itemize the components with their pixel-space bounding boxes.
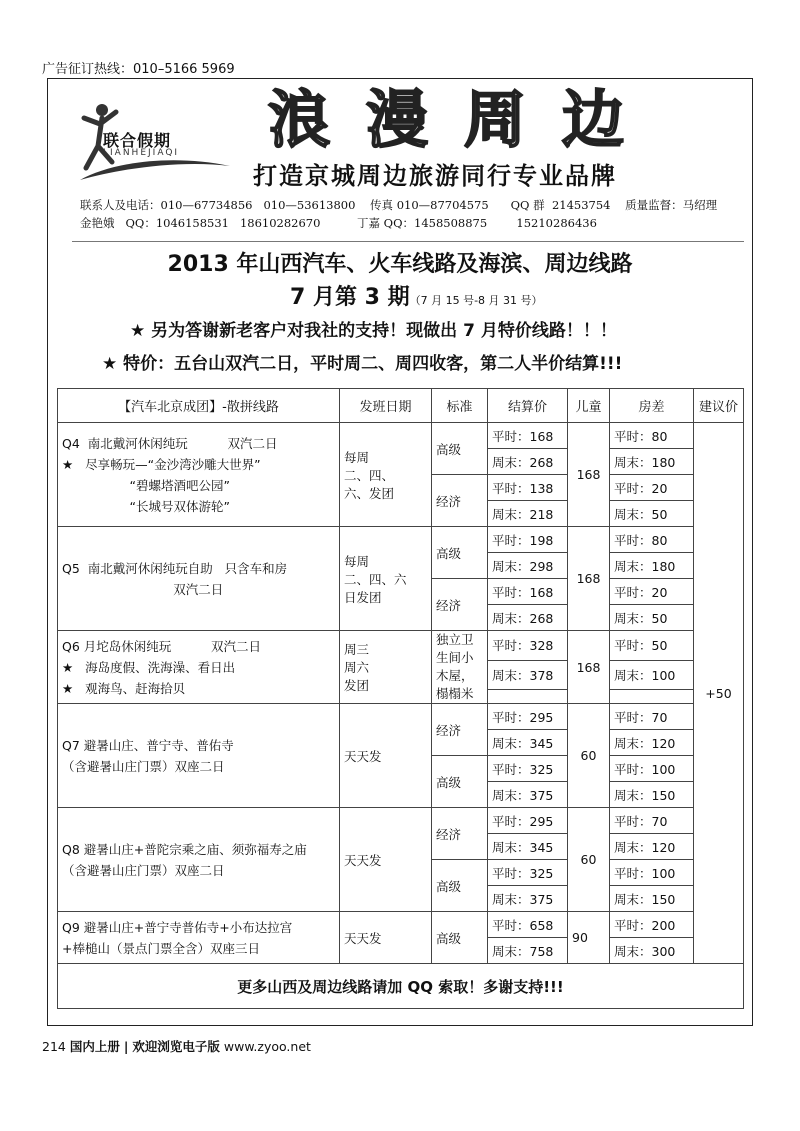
price: 平时：138 — [488, 475, 568, 501]
child-price: 168 — [568, 423, 610, 527]
footer-tagline: 欢迎浏览电子版 — [132, 1039, 220, 1054]
logo-pinyin: LIANHEJIAQI — [103, 148, 180, 158]
child-price: 90 — [568, 912, 610, 964]
price: 周末：375 — [488, 782, 568, 808]
room-diff: 平时：70 — [610, 808, 694, 834]
brand-slogan: 打造京城周边旅游同行专业品牌 — [253, 162, 617, 190]
room-diff: 平时：100 — [610, 860, 694, 886]
route-schedule: 周三 周六 发团 — [340, 631, 432, 704]
child-price: 168 — [568, 631, 610, 704]
site-link[interactable]: www.zyoo.net — [223, 1039, 311, 1054]
price: 平时：325 — [488, 756, 568, 782]
footer-separator: | — [123, 1039, 129, 1054]
issue-label — [290, 280, 543, 311]
room-diff: 周末：120 — [610, 834, 694, 860]
suggest-price: +50 — [694, 423, 744, 964]
price: 平时：168 — [488, 579, 568, 605]
room-diff: 周末：180 — [610, 553, 694, 579]
col-header-room-diff: 房差 — [610, 389, 694, 423]
child-price: 60 — [568, 808, 610, 912]
room-diff: 周末：50 — [610, 605, 694, 631]
price: 平时：295 — [488, 808, 568, 834]
divider — [72, 241, 744, 242]
table-row — [58, 912, 744, 938]
price: 周末：345 — [488, 730, 568, 756]
price: 平时：328 — [488, 631, 568, 661]
price: 平时：658 — [488, 912, 568, 938]
route-level: 高级 — [432, 527, 488, 579]
route-schedule: 天天发 — [340, 808, 432, 912]
child-price: 60 — [568, 704, 610, 808]
room-diff: 周末：100 — [610, 660, 694, 690]
route-desc: Q5 南北戴河休闲纯玩自助 只含车和房 双汽二日 — [58, 527, 340, 631]
table-row — [58, 631, 744, 661]
room-diff: 平时：100 — [610, 756, 694, 782]
room-diff: 平时：80 — [610, 527, 694, 553]
room-diff: 周末：300 — [610, 938, 694, 964]
issue-dates: （7 月 15 号-8 月 31 号） — [409, 294, 543, 307]
section-name: 国内上册 — [69, 1039, 120, 1054]
route-level: 经济 — [432, 579, 488, 631]
brand-title: 浪漫周边 — [268, 83, 661, 156]
room-diff: 平时：70 — [610, 704, 694, 730]
col-header-standard: 标准 — [432, 389, 488, 423]
room-diff: 周末：180 — [610, 449, 694, 475]
route-level: 高级 — [432, 423, 488, 475]
price: 周末：375 — [488, 886, 568, 912]
route-level: 高级 — [432, 860, 488, 912]
table-footer-note: 更多山西及周边线路请加 QQ 索取！多谢支持!!! — [58, 964, 744, 1009]
price: 周末：268 — [488, 605, 568, 631]
room-diff: 周末：50 — [610, 501, 694, 527]
route-schedule: 天天发 — [340, 704, 432, 808]
route-schedule: 每周 二、四、 六、发团 — [340, 423, 432, 527]
route-level: 高级 — [432, 912, 488, 964]
room-diff: 平时：20 — [610, 475, 694, 501]
room-diff: 周末：120 — [610, 730, 694, 756]
table-row — [58, 704, 744, 730]
room-diff: 平时：20 — [610, 579, 694, 605]
room-diff: 周末：150 — [610, 782, 694, 808]
page-number: 214 — [42, 1039, 66, 1054]
price: 周末：758 — [488, 938, 568, 964]
route-desc: Q9 避暑山庄+普宁寺普佑寺+小布达拉宫 +棒槌山（景点门票全含）双座三日 — [58, 912, 340, 964]
page-footer — [42, 1037, 311, 1055]
route-level: 高级 — [432, 756, 488, 808]
route-level: 独立卫生间小木屋，榻榻米 — [432, 631, 488, 704]
contact-line-2: 金艳娥 QQ：1046158531 18610282670 丁嘉 QQ：1458508875 15210286436 — [80, 216, 597, 230]
route-desc: Q8 避暑山庄+普陀宗乘之庙、须弥福寿之庙 （含避暑山庄门票）双座二日 — [58, 808, 340, 912]
col-header-child: 儿童 — [568, 389, 610, 423]
notice-thanks: ★ 另为答谢新老客户对我社的支持！现做出 7 月特价线路！！！ — [130, 321, 617, 341]
table-row — [58, 423, 744, 449]
route-schedule: 每周 二、四、六 日发团 — [340, 527, 432, 631]
price: 周末：298 — [488, 553, 568, 579]
routes-table — [57, 388, 744, 1009]
route-level: 经济 — [432, 475, 488, 527]
table-row — [58, 527, 744, 553]
price: 平时：168 — [488, 423, 568, 449]
col-header-schedule: 发班日期 — [340, 389, 432, 423]
route-desc: Q7 避暑山庄、普宁寺、普佑寺 （含避暑山庄门票）双座二日 — [58, 704, 340, 808]
price: 平时：325 — [488, 860, 568, 886]
route-schedule: 天天发 — [340, 912, 432, 964]
price: 周末：345 — [488, 834, 568, 860]
table-row — [58, 808, 744, 834]
col-header-route: 【汽车北京成团】-散拼线路 — [58, 389, 340, 423]
price: 周末：218 — [488, 501, 568, 527]
route-level: 经济 — [432, 808, 488, 860]
price: 周末：378 — [488, 660, 568, 690]
price: 平时：198 — [488, 527, 568, 553]
room-diff: 平时：200 — [610, 912, 694, 938]
route-desc: Q4 南北戴河休闲纯玩 双汽二日 ★ 尽享畅玩—“金沙湾沙雕大世界” “碧螺塔酒吧公园” “长城号双体游轮” — [58, 423, 340, 527]
col-header-price: 结算价 — [488, 389, 568, 423]
child-price: 168 — [568, 527, 610, 631]
room-diff: 周末：150 — [610, 886, 694, 912]
table-footer-row — [58, 964, 744, 1009]
price: 平时：295 — [488, 704, 568, 730]
route-level: 经济 — [432, 704, 488, 756]
page-title: 2013 年山西汽车、火车线路及海滨、周边线路 — [167, 252, 633, 277]
issue-number: 7 月第 3 期 — [290, 285, 410, 310]
price: 周末：268 — [488, 449, 568, 475]
logo-name: 联合假期 — [103, 131, 172, 150]
table-header-row — [58, 389, 744, 423]
contact-line-1: 联系人及电话：010—67734856 010—53613800 传真 010—87704575 QQ 群 21453754 质量监督：马绍理 — [80, 198, 718, 212]
col-header-suggest: 建议价 — [694, 389, 744, 423]
ad-hotline: 广告征订热线：010–5166 5969 — [42, 62, 235, 77]
room-diff: 平时：50 — [610, 631, 694, 661]
route-desc: Q6 月坨岛休闲纯玩 双汽二日 ★ 海岛度假、洗海澡、看日出 ★ 观海鸟、赶海拾贝 — [58, 631, 340, 704]
room-diff: 平时：80 — [610, 423, 694, 449]
notice-special: ★ 特价：五台山双汽二日，平时周二、周四收客，第二人半价结算!!! — [102, 354, 623, 374]
